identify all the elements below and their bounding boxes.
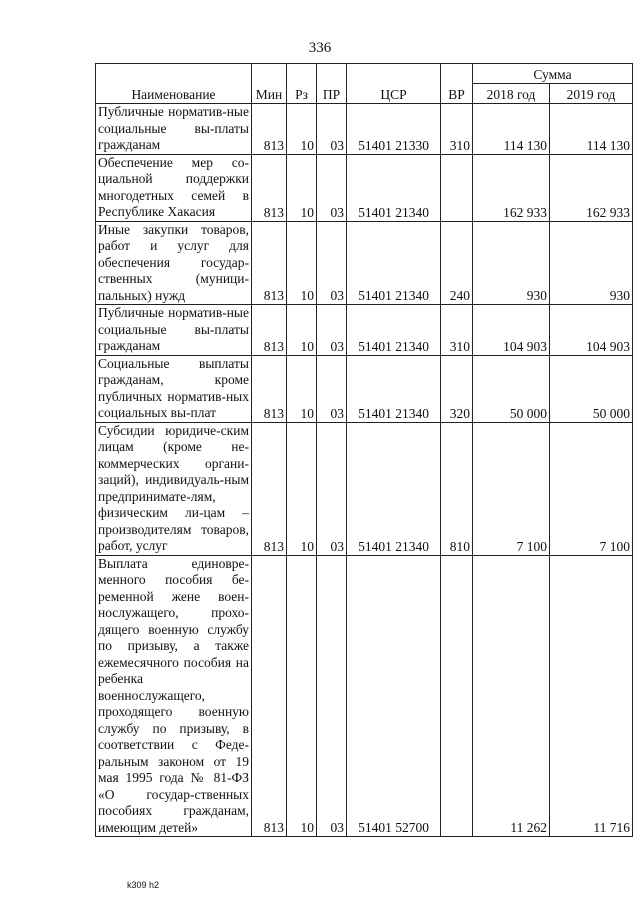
budget-table (95, 63, 633, 837)
row-sum-2019: 930 (550, 221, 633, 305)
header-rz: Рз (287, 64, 317, 104)
row-sum-2019: 7 100 (550, 422, 633, 555)
row-vr: 320 (441, 355, 473, 422)
row-csr: 51401 21330 (347, 104, 441, 155)
row-pr: 03 (317, 422, 347, 555)
table-row (96, 555, 633, 837)
row-sum-2018: 104 903 (473, 305, 550, 356)
row-vr: 810 (441, 422, 473, 555)
header-csr: ЦСР (347, 64, 441, 104)
row-rz: 10 (287, 555, 317, 837)
row-rz: 10 (287, 154, 317, 221)
row-csr: 51401 21340 (347, 221, 441, 305)
row-name: Публичные норматив-ные социальные вы-платы гражданам (96, 305, 252, 356)
header-vr: ВР (441, 64, 473, 104)
row-min: 813 (252, 422, 287, 555)
row-min: 813 (252, 555, 287, 837)
row-min: 813 (252, 154, 287, 221)
row-min: 813 (252, 305, 287, 356)
row-csr: 51401 21340 (347, 422, 441, 555)
row-name: Субсидии юридиче-ским лицам (кроме не-коммерческих органи-заций), индивидуаль-ным предпринимате-лям, физическим ли-цам – производителям товаров, работ, услуг (96, 422, 252, 555)
table-row (96, 422, 633, 555)
row-sum-2018: 50 000 (473, 355, 550, 422)
header-year-2019: 2019 год (550, 84, 633, 104)
row-rz: 10 (287, 221, 317, 305)
row-vr (441, 154, 473, 221)
row-rz: 10 (287, 305, 317, 356)
row-name: Социальные выплаты гражданам, кроме публичных норматив-ных социальных вы-плат (96, 355, 252, 422)
page-number: 336 (308, 40, 332, 56)
row-vr (441, 555, 473, 837)
row-csr: 51401 21340 (347, 305, 441, 356)
header-min: Мин (252, 64, 287, 104)
row-pr: 03 (317, 305, 347, 356)
row-name: Обеспечение мер со-циальной поддержки многодетных семей в Республике Хакасия (96, 154, 252, 221)
row-rz: 10 (287, 104, 317, 155)
row-sum-2019: 162 933 (550, 154, 633, 221)
header-pr: ПР (317, 64, 347, 104)
row-min: 813 (252, 104, 287, 155)
row-vr: 310 (441, 305, 473, 356)
row-name: Иные закупки товаров, работ и услуг для обеспечения государ-ственных (муници-пальных) нужд (96, 221, 252, 305)
table-row (96, 221, 633, 305)
row-min: 813 (252, 355, 287, 422)
table-row (96, 305, 633, 356)
row-pr: 03 (317, 555, 347, 837)
row-sum-2019: 11 716 (550, 555, 633, 837)
row-sum-2019: 50 000 (550, 355, 633, 422)
header-year-2018: 2018 год (473, 84, 550, 104)
table-row (96, 355, 633, 422)
row-sum-2019: 104 903 (550, 305, 633, 356)
row-name: Публичные норматив-ные социальные вы-платы гражданам (96, 104, 252, 155)
row-pr: 03 (317, 221, 347, 305)
row-pr: 03 (317, 355, 347, 422)
row-name: Выплата единовре-менного пособия бе-ременной жене воен-нослужащего, прохо-дящего военную службу по призыву, а также ежемесячного пособия на ребенка военнослужащего, проходящего военную службу по призыву, в соответствии с Феде-ральным законом от 19 мая 1995 года № 81-ФЗ «О государ-ственных пособиях гражданам, имеющим детей» (96, 555, 252, 837)
row-min: 813 (252, 221, 287, 305)
row-sum-2018: 11 262 (473, 555, 550, 837)
row-pr: 03 (317, 104, 347, 155)
row-csr: 51401 21340 (347, 154, 441, 221)
footer-code: k309 h2 (127, 880, 160, 890)
row-sum-2018: 7 100 (473, 422, 550, 555)
row-sum-2018: 162 933 (473, 154, 550, 221)
row-pr: 03 (317, 154, 347, 221)
row-csr: 51401 52700 (347, 555, 441, 837)
row-sum-2019: 114 130 (550, 104, 633, 155)
row-vr: 310 (441, 104, 473, 155)
table-row (96, 154, 633, 221)
row-sum-2018: 114 130 (473, 104, 550, 155)
row-sum-2018: 930 (473, 221, 550, 305)
row-rz: 10 (287, 355, 317, 422)
header-name: Наименование (96, 64, 252, 104)
table-row (96, 104, 633, 155)
row-rz: 10 (287, 422, 317, 555)
row-csr: 51401 21340 (347, 355, 441, 422)
row-vr: 240 (441, 221, 473, 305)
header-sum: Сумма (473, 64, 633, 84)
